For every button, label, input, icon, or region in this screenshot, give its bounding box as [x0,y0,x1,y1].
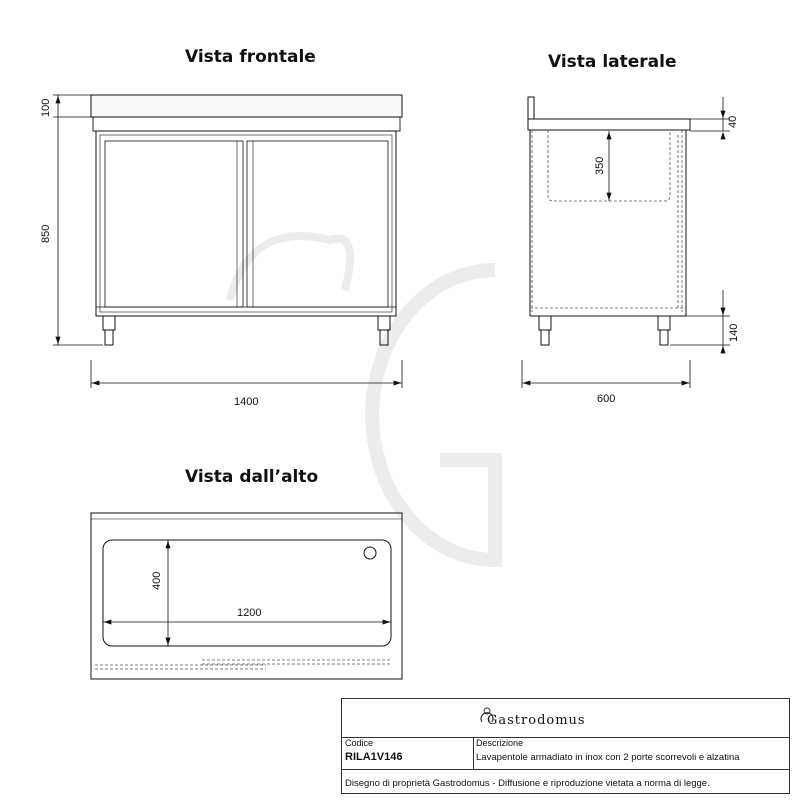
description-value: Lavapentole armadiato in inox con 2 porte scorrevoli e alzatina [476,752,740,763]
code-cell [342,737,474,770]
description-label: Descrizione [476,738,524,748]
brand-name: Gastrodomus [487,713,586,728]
description-cell [473,737,789,770]
code-value: RILA1V146 [345,751,403,763]
front-body-height-label: 850 [40,224,52,243]
side-leg-height-label: 140 [728,323,740,342]
top-basin-width-label: 400 [151,571,163,590]
top-dimensions [103,540,391,646]
brand-row [342,699,789,738]
front-upstand-height-label: 100 [40,98,52,117]
side-basin-depth-label: 350 [594,156,606,175]
code-label: Codice [345,738,374,748]
top-basin-length-label: 1200 [237,607,262,619]
watermark-logo [230,236,495,560]
drain-hole-icon [364,547,376,559]
side-view-title: Vista laterale [548,52,677,72]
front-width-label: 1400 [234,396,259,408]
side-dimensions [522,97,730,388]
top-view [91,513,402,679]
side-upstand-height-label: 40 [727,115,739,128]
front-view [91,95,402,345]
top-view-title: Vista dall’alto [185,467,319,487]
front-view-title: Vista frontale [185,47,316,67]
side-depth-label: 600 [597,393,616,405]
title-block [341,698,790,794]
copyright-note: Disegno di proprietà Gastrodomus - Diffusione e riproduzione vietata a norma di legge. [345,778,710,789]
